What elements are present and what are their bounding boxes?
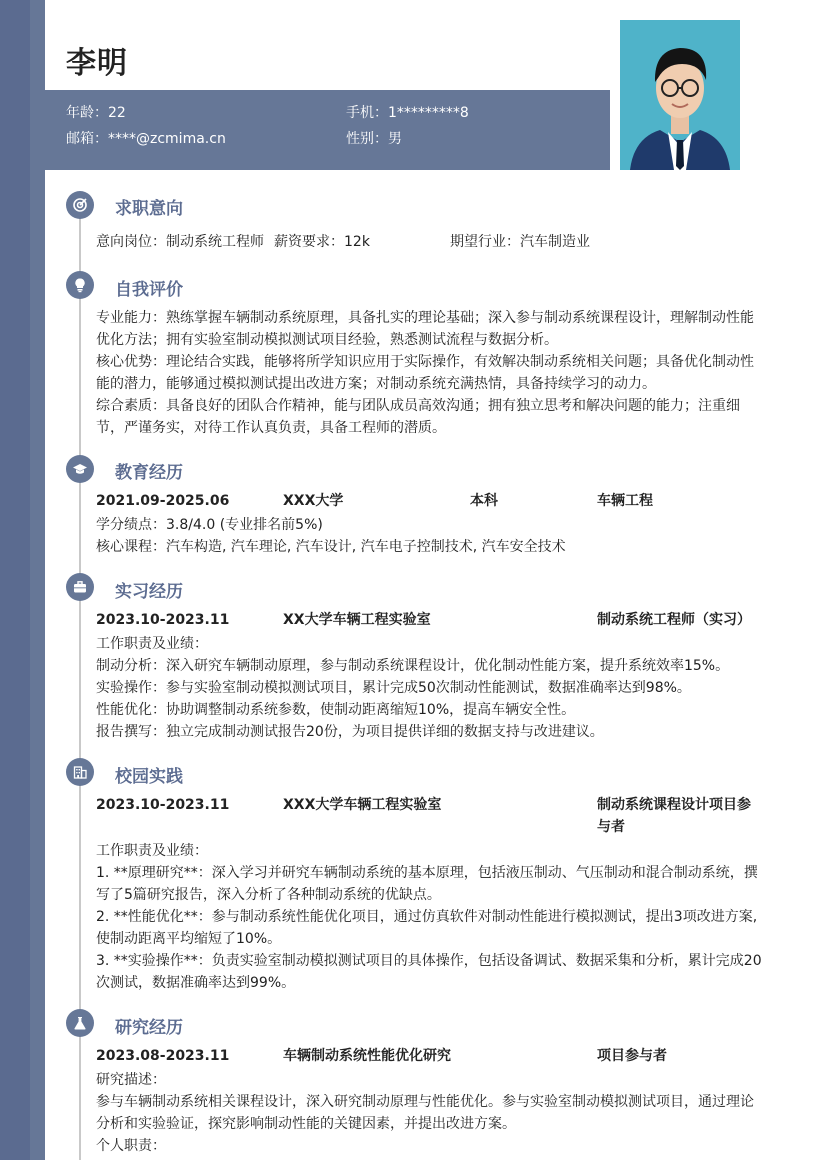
education-period: 2021.09-2025.06 xyxy=(96,493,230,509)
research-project: 车辆制动系统性能优化研究 xyxy=(283,1048,451,1064)
header-name-area xyxy=(45,0,610,90)
campus-line: 3. **实验操作**：负责实验室制动模拟测试项目的具体操作，包括设备调试、数据采集和分析，累计完成20 xyxy=(96,953,762,969)
research-details xyxy=(96,1069,766,1157)
self-eval-text xyxy=(96,307,766,439)
campus-details xyxy=(96,840,766,994)
campus-role xyxy=(597,794,767,838)
campus-role-line: 制动系统课程设计项目参 xyxy=(597,797,751,813)
age-info xyxy=(66,102,126,122)
self-eval-line: 优化方法；拥有实验室制动模拟测试项目经验，熟悉测试流程与数据分析。 xyxy=(96,332,558,348)
campus-line: 工作职责及业绩： xyxy=(96,843,208,859)
campus-line: 2. **性能优化**：参与制动系统性能优化项目，通过仿真软件对制动性能进行模拟测试，提出3项改进方案, xyxy=(96,909,758,925)
education-major: 车辆工程 xyxy=(597,493,653,509)
briefcase-icon xyxy=(66,573,94,601)
campus-org: XXX大学车辆工程实验室 xyxy=(283,797,442,813)
self-eval-line: 能的潜力，能够通过模拟测试提出改进方案；对制动系统充满热情，具备持续学习的动力。 xyxy=(96,376,656,392)
email-value: ****@zcmima.cn xyxy=(108,131,226,147)
campus-title: 校园实践 xyxy=(115,767,183,787)
education-degree: 本科 xyxy=(470,493,498,509)
self-eval-title: 自我评价 xyxy=(115,280,183,300)
intent-salary: 薪资要求：12k xyxy=(274,234,370,250)
phone-info xyxy=(346,102,469,122)
research-line: 参与车辆制动系统相关课程设计，深入研究制动原理与性能优化。参与实验室制动模拟测试项目，通过理论 xyxy=(96,1094,754,1110)
internship-role: 制动系统工程师（实习） xyxy=(597,612,751,628)
self-eval-line: 核心优势：理论结合实践，能够将所学知识应用于实际操作，有效解决制动系统相关问题；具备优化制动性 xyxy=(96,354,754,370)
graduation-cap-icon xyxy=(66,455,94,483)
education-gpa: 学分绩点：3.8/4.0 (专业排名前5%) xyxy=(96,517,323,533)
left-decor-strip-inner xyxy=(30,0,45,1160)
left-decor-strip xyxy=(0,0,30,1160)
intent-industry: 期望行业：汽车制造业 xyxy=(450,234,590,250)
research-line: 个人职责： xyxy=(96,1138,166,1154)
internship-line: 工作职责及业绩： xyxy=(96,636,208,652)
campus-period: 2023.10-2023.11 xyxy=(96,797,230,813)
education-school: XXX大学 xyxy=(283,493,344,509)
building-icon xyxy=(66,758,94,786)
internship-line: 性能优化：协助调整制动系统参数，使制动距离缩短10%，提高车辆安全性。 xyxy=(96,702,576,718)
flask-icon xyxy=(66,1009,94,1037)
campus-line: 写了5篇研究报告，深入分析了各种制动系统的优缺点。 xyxy=(96,887,441,903)
research-role: 项目参与者 xyxy=(597,1048,667,1064)
education-courses: 核心课程：汽车构造, 汽车理论, 汽车设计, 汽车电子控制技术, 汽车安全技术 xyxy=(96,539,566,555)
campus-line: 1. **原理研究**：深入学习并研究车辆制动系统的基本原理，包括液压制动、气压制动和混合制动系统，撰 xyxy=(96,865,758,881)
profile-photo xyxy=(620,20,740,170)
self-eval-line: 节，严谨务实，对待工作认真负责，具备工程师的潜质。 xyxy=(96,420,446,436)
research-line: 研究描述： xyxy=(96,1072,166,1088)
internship-line: 制动分析：深入研究车辆制动原理，参与制动系统课程设计，优化制动性能方案，提升系统效率15%。 xyxy=(96,658,730,674)
age-label: 年龄： xyxy=(66,105,108,121)
intent-position: 意向岗位：制动系统工程师 xyxy=(96,234,264,250)
intent-title: 求职意向 xyxy=(115,199,183,219)
phone-value: 1*********8 xyxy=(388,105,469,121)
research-line: 分析和实验验证，探究影响制动性能的关键因素，并提出改进方案。 xyxy=(96,1116,516,1132)
phone-label: 手机： xyxy=(346,105,388,121)
lightbulb-icon xyxy=(66,271,94,299)
gender-value: 男 xyxy=(388,131,402,147)
research-period: 2023.08-2023.11 xyxy=(96,1048,230,1064)
internship-org: XX大学车辆工程实验室 xyxy=(283,612,431,628)
gender-label: 性别： xyxy=(346,131,388,147)
research-title: 研究经历 xyxy=(115,1018,183,1038)
internship-period: 2023.10-2023.11 xyxy=(96,612,230,628)
email-label: 邮箱： xyxy=(66,131,108,147)
campus-line: 使制动距离平均缩短了10%。 xyxy=(96,931,282,947)
self-eval-line: 综合素质：具备良好的团队合作精神，能与团队成员高效沟通；拥有独立思考和解决问题的能力；注重细 xyxy=(96,398,740,414)
age-value: 22 xyxy=(108,105,126,121)
campus-role-line: 与者 xyxy=(597,819,625,835)
self-eval-line: 专业能力：熟练掌握车辆制动系统原理，具备扎实的理论基础；深入参与制动系统课程设计，理解制动性能 xyxy=(96,310,754,326)
internship-line: 报告撰写：独立完成制动测试报告20份，为项目提供详细的数据支持与改进建议。 xyxy=(96,724,604,740)
gender-info xyxy=(346,128,402,148)
candidate-name: 李明 xyxy=(66,46,128,81)
target-icon xyxy=(66,191,94,219)
internship-details xyxy=(96,633,766,743)
education-title: 教育经历 xyxy=(115,463,183,483)
internship-line: 实验操作：参与实验室制动模拟测试项目，累计完成50次制动性能测试，数据准确率达到98%。 xyxy=(96,680,691,696)
campus-line: 次测试，数据准确率达到99%。 xyxy=(96,975,296,991)
email-info xyxy=(66,128,226,148)
internship-title: 实习经历 xyxy=(115,582,183,602)
